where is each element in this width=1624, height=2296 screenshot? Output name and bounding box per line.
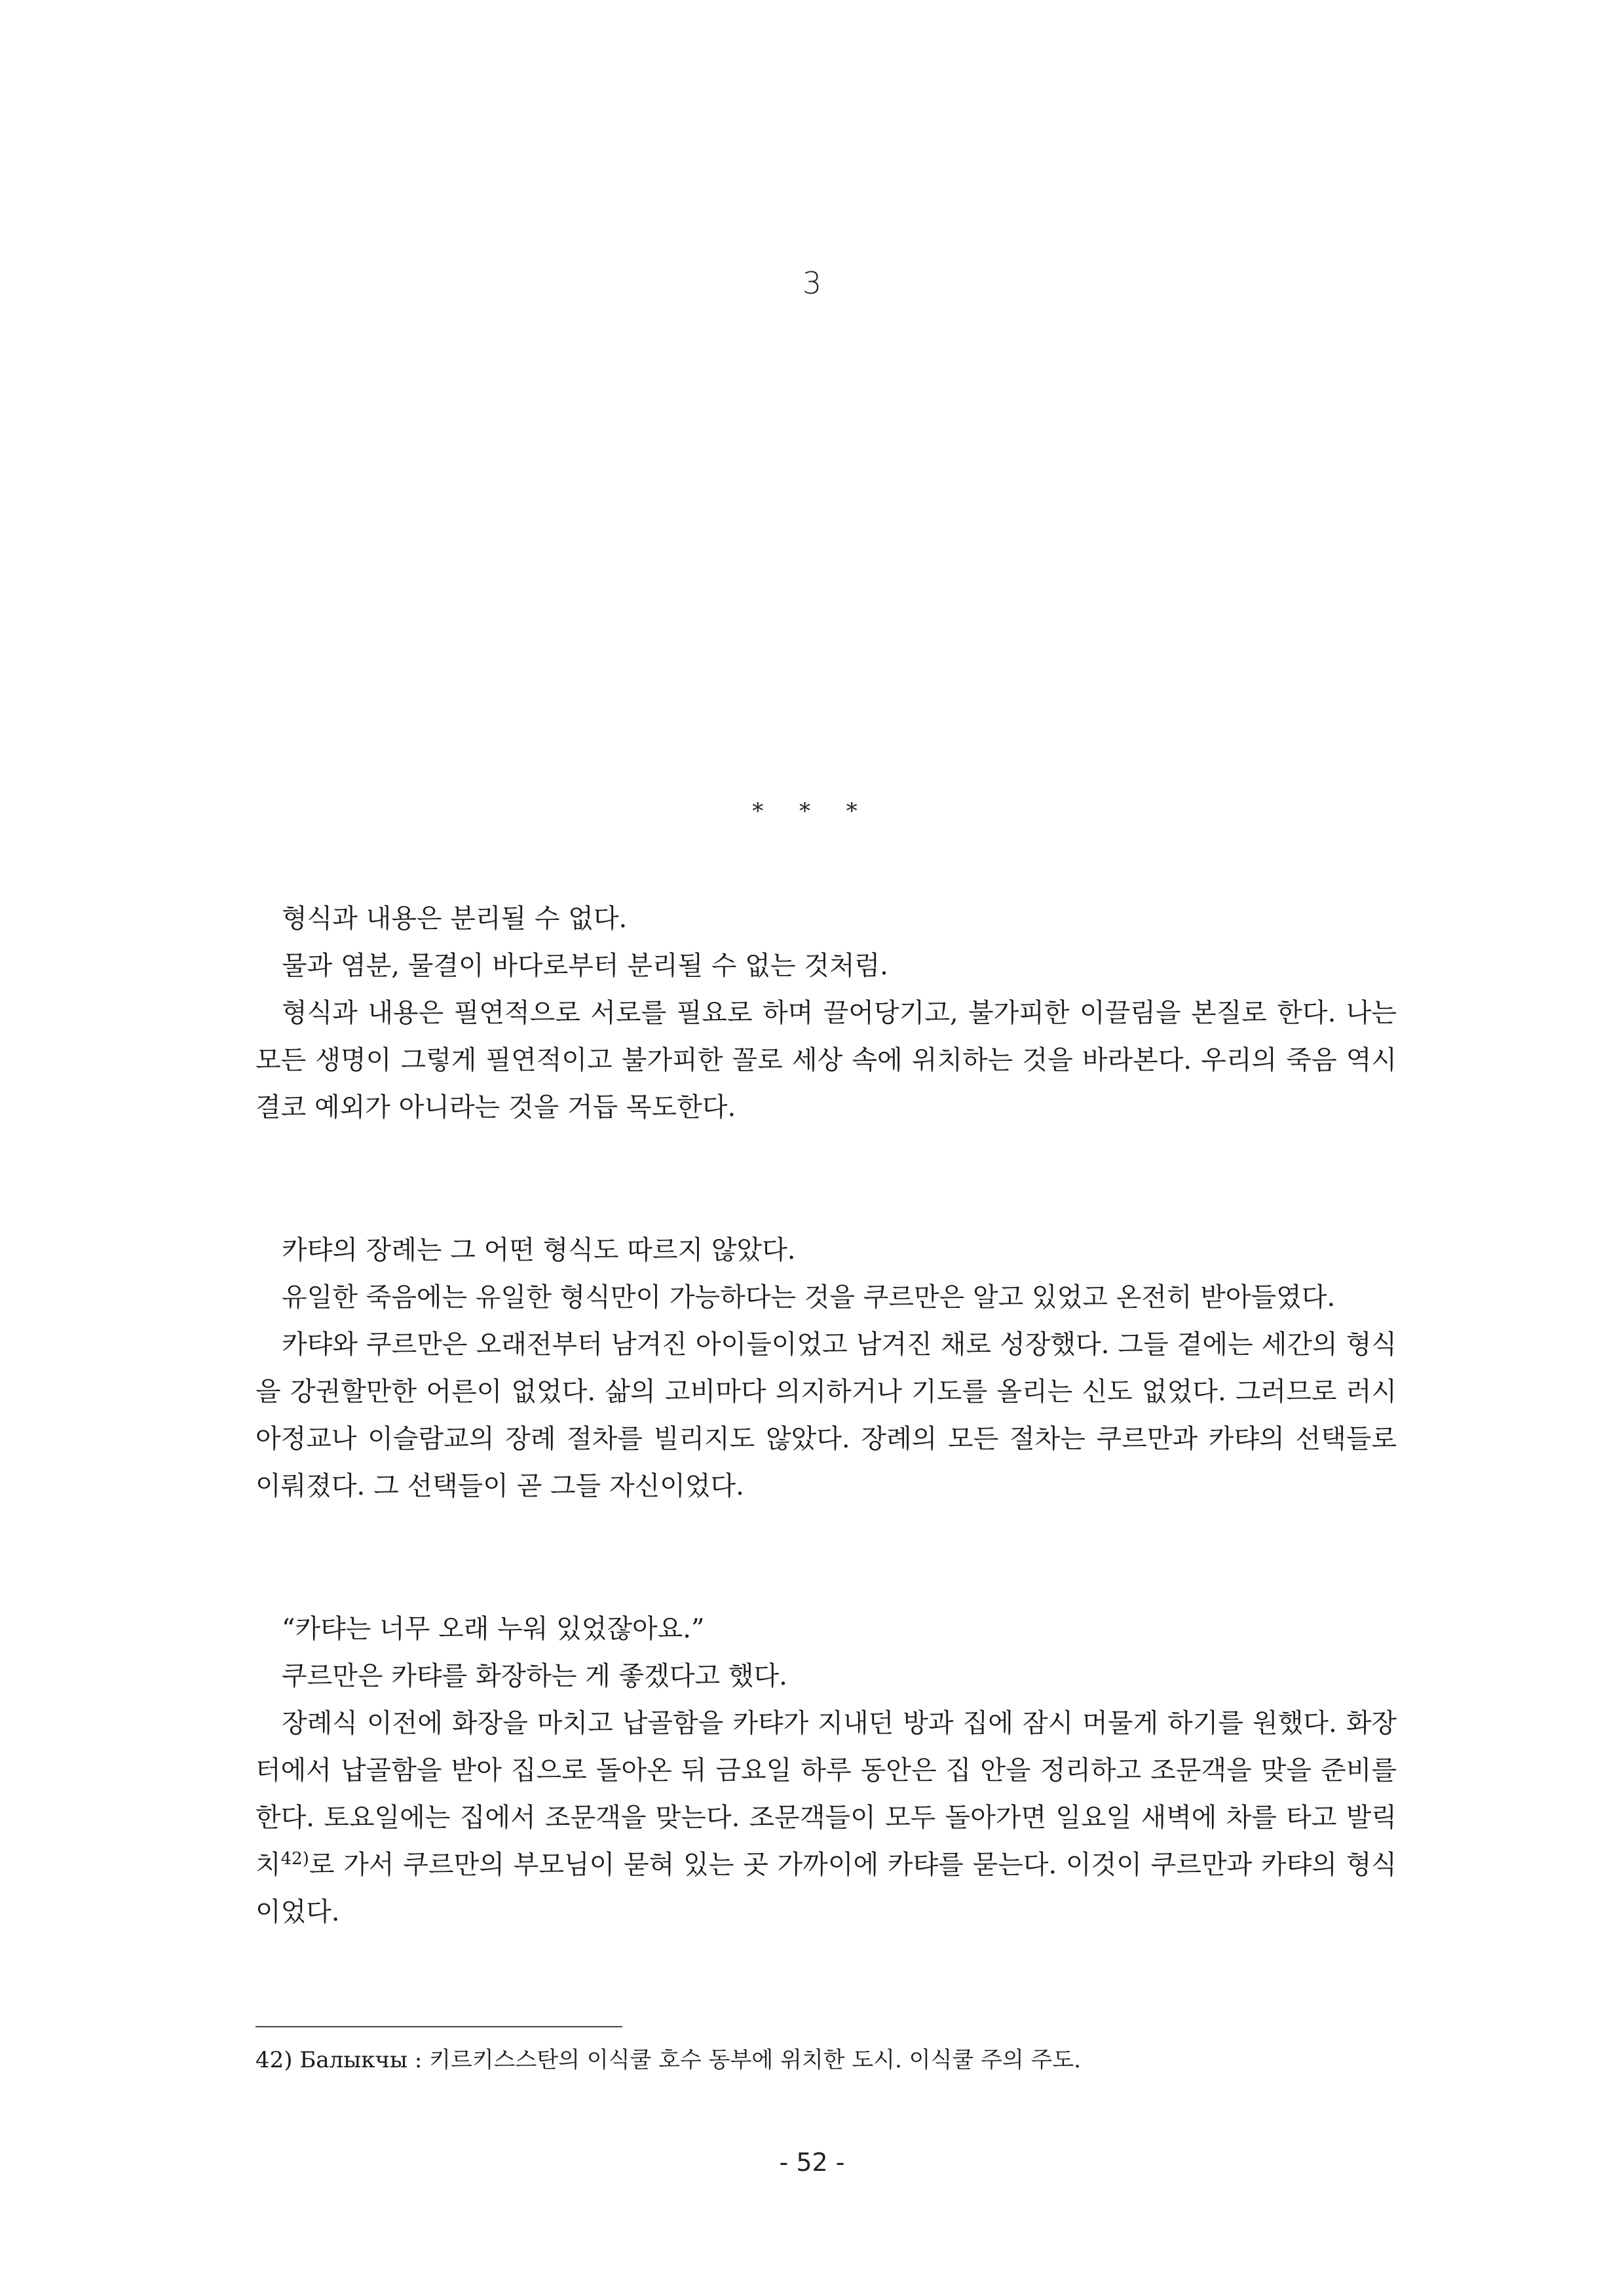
footnote: 42) Балыкчы : 키르키스스탄의 이식쿨 호수 동부에 위치한 도시. 이식쿨 주의 주도. bbox=[255, 2047, 1081, 2073]
section-break: * * * bbox=[752, 798, 872, 824]
paragraph: “카탸는 너무 오래 누워 있었잖아요.” bbox=[282, 1614, 705, 1644]
paragraph: 형식과 내용은 필연적으로 서로를 필요로 하며 끌어당기고, 불가피한 이끌림을 본질로 한다. 나는 모든 생명이 그렇게 필연적이고 불가피한 꼴로 세상 속에 위치하는 것을 바라본다. 우리의 죽음 역시 결코 예외가 아니라는 것을 거듭 목도한다. bbox=[255, 998, 1397, 1122]
text-block-2 bbox=[255, 1227, 1397, 1510]
footnote-divider bbox=[255, 2026, 622, 2027]
paragraph-text-before-ref: 장례식 이전에 화장을 마치고 납골함을 카탸가 지내던 방과 집에 잠시 머물게 하기를 원했다. 화장터에서 납골함을 받아 집으로 돌아온 뒤 금요일 하루 동안은 집 안을 정리하고 조문객을 맞을 준비를 한다. 토요일에는 집에서 조문객을 맞는다. 조문객들이 모두 돌아가면 일요일 새벽에 차를 타고 발릭치 bbox=[255, 1708, 1397, 1880]
paragraph: 쿠르만은 카탸를 화장하는 게 좋겠다고 했다. bbox=[282, 1661, 787, 1691]
footnote-reference[interactable]: 42) bbox=[280, 1849, 309, 1869]
text-block-1 bbox=[255, 895, 1397, 1131]
paragraph: 물과 염분, 물결이 바다로부터 분리될 수 없는 것처럼. bbox=[282, 951, 888, 981]
paragraph: 카탸의 장례는 그 어떤 형식도 따르지 않았다. bbox=[282, 1235, 796, 1265]
paragraph: 형식과 내용은 분리될 수 없다. bbox=[282, 904, 628, 934]
page-number: - 52 - bbox=[779, 2148, 845, 2177]
paragraph-text-after-ref: 로 가서 쿠르만의 부모님이 묻혀 있는 곳 가까이에 카탸를 묻는다. 이것이 쿠르만과 카탸의 형식이었다. bbox=[255, 1850, 1397, 1927]
text-block-3 bbox=[255, 1605, 1397, 1936]
chapter-number: 3 bbox=[802, 265, 822, 301]
paragraph: 유일한 죽음에는 유일한 형식만이 가능하다는 것을 쿠르만은 알고 있었고 온전히 받아들였다. bbox=[282, 1282, 1336, 1312]
paragraph: 카탸와 쿠르만은 오래전부터 남겨진 아이들이었고 남겨진 채로 성장했다. 그들 곁에는 세간의 형식을 강권할만한 어른이 없었다. 삶의 고비마다 의지하거나 기도를 올리는 신도 없었다. 그러므로 러시아정교나 이슬람교의 장례 절차를 빌리지도 않았다. 장례의 모든 절차는 쿠르만과 카탸의 선택들로 이뤄졌다. 그 선택들이 곧 그들 자신이었다. bbox=[255, 1330, 1397, 1501]
paragraph-with-footnote bbox=[255, 1700, 1397, 1936]
